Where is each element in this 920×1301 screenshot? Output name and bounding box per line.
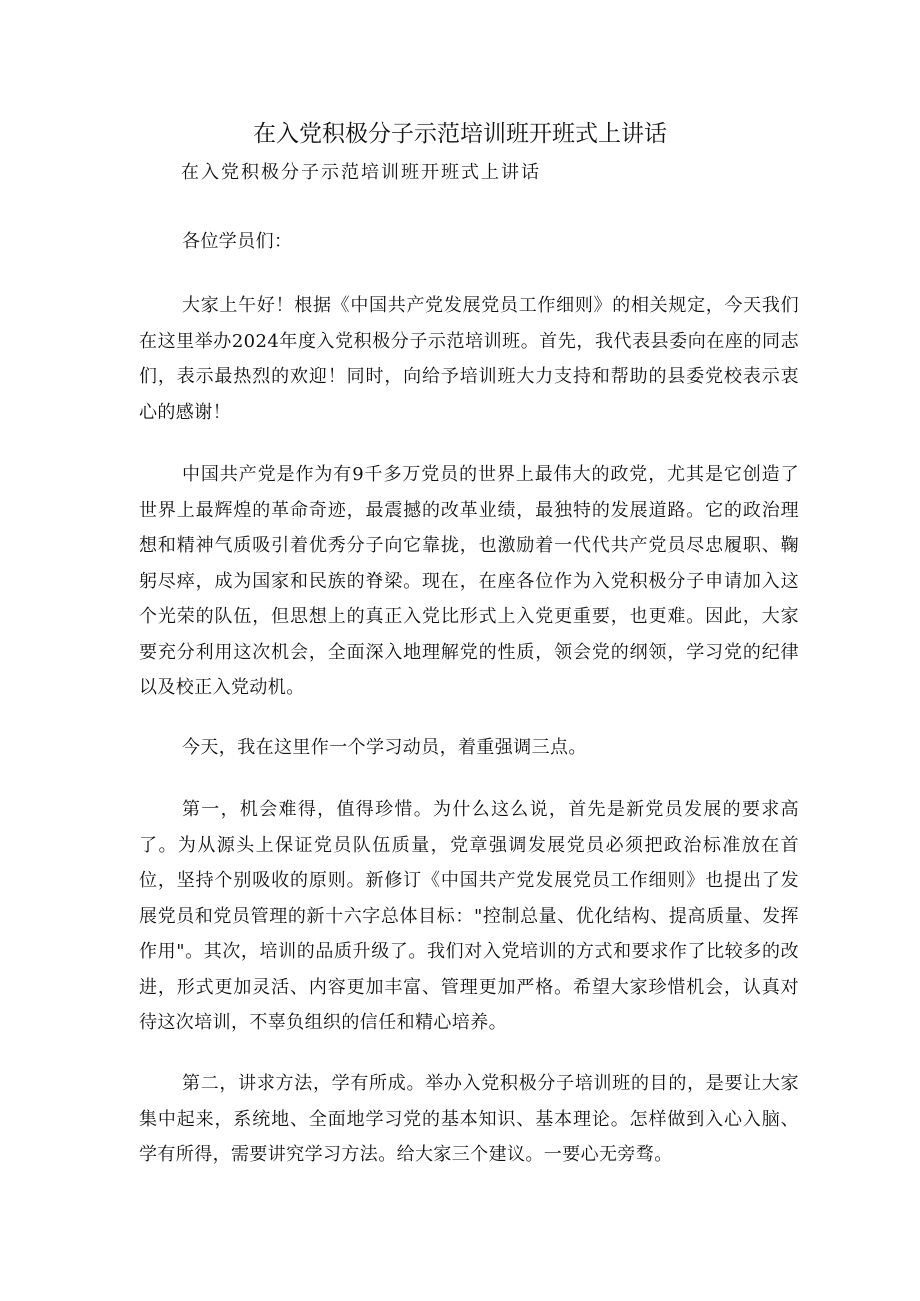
- paragraph-greeting: 各位学员们：: [182, 231, 293, 252]
- document-title: 在入党积极分子示范培训班开班式上讲话: [253, 121, 667, 147]
- paragraph-point-one: 第一，机会难得，值得珍惜。为什么这么说，首先是新党员发展的要求高了。为从源头上保证党员队伍质量，党章强调发展党员必须把政治标准放在首位，坚持个别吸收的原则。新修订《中国共产党发展党员工作细则》也提出了发展党员和党员管理的新十六字总体目标："控制总量、优化结构、提高质量、发挥作用"。其次，培训的品质升级了。我们对入党培训的方式和要求作了比较多的改进，形式更加灵活、内容更加丰富、管理更加严格。希望大家珍惜机会，认真对待这次培训，不辜负组织的信任和精心培养。: [139, 799, 799, 1033]
- paragraph-opening: 大家上午好！根据《中国共产党发展党员工作细则》的相关规定，今天我们在这里举办2024年度入党积极分子示范培训班。首先，我代表县委向在座的同志们，表示最热烈的欢迎！同时，向给予培训班大力支持和帮助的县委党校表示衷心的感谢！: [139, 295, 799, 423]
- paragraph-point-two: 第二，讲求方法，学有所成。举办入党积极分子培训班的目的，是要让大家集中起来，系统地、全面地学习党的基本知识、基本理论。怎样做到入心入脑、学有所得，需要讲究学习方法。给大家三个建议。一要心无旁骛。: [139, 1073, 799, 1165]
- document-subtitle: 在入党积极分子示范培训班开班式上讲话: [181, 162, 541, 183]
- paragraph-three-points: 今天，我在这里作一个学习动员，着重强调三点。: [182, 737, 587, 758]
- paragraph-party-intro: 中国共产党是作为有9千多万党员的世界上最伟大的政党，尤其是它创造了世界上最辉煌的革命奇迹，最震撼的改革业绩，最独特的发展道路。它的政治理想和精神气质吸引着优秀分子向它靠拢，也激励着一代代共产党员尽忠履职、鞠躬尽瘁，成为国家和民族的脊梁。现在，在座各位作为入党积极分子申请加入这个光荣的队伍，但思想上的真正入党比形式上入党更重要，也更难。因此，大家要充分利用这次机会，全面深入地理解党的性质，领会党的纲领，学习党的纪律以及校正入党动机。: [139, 464, 799, 698]
